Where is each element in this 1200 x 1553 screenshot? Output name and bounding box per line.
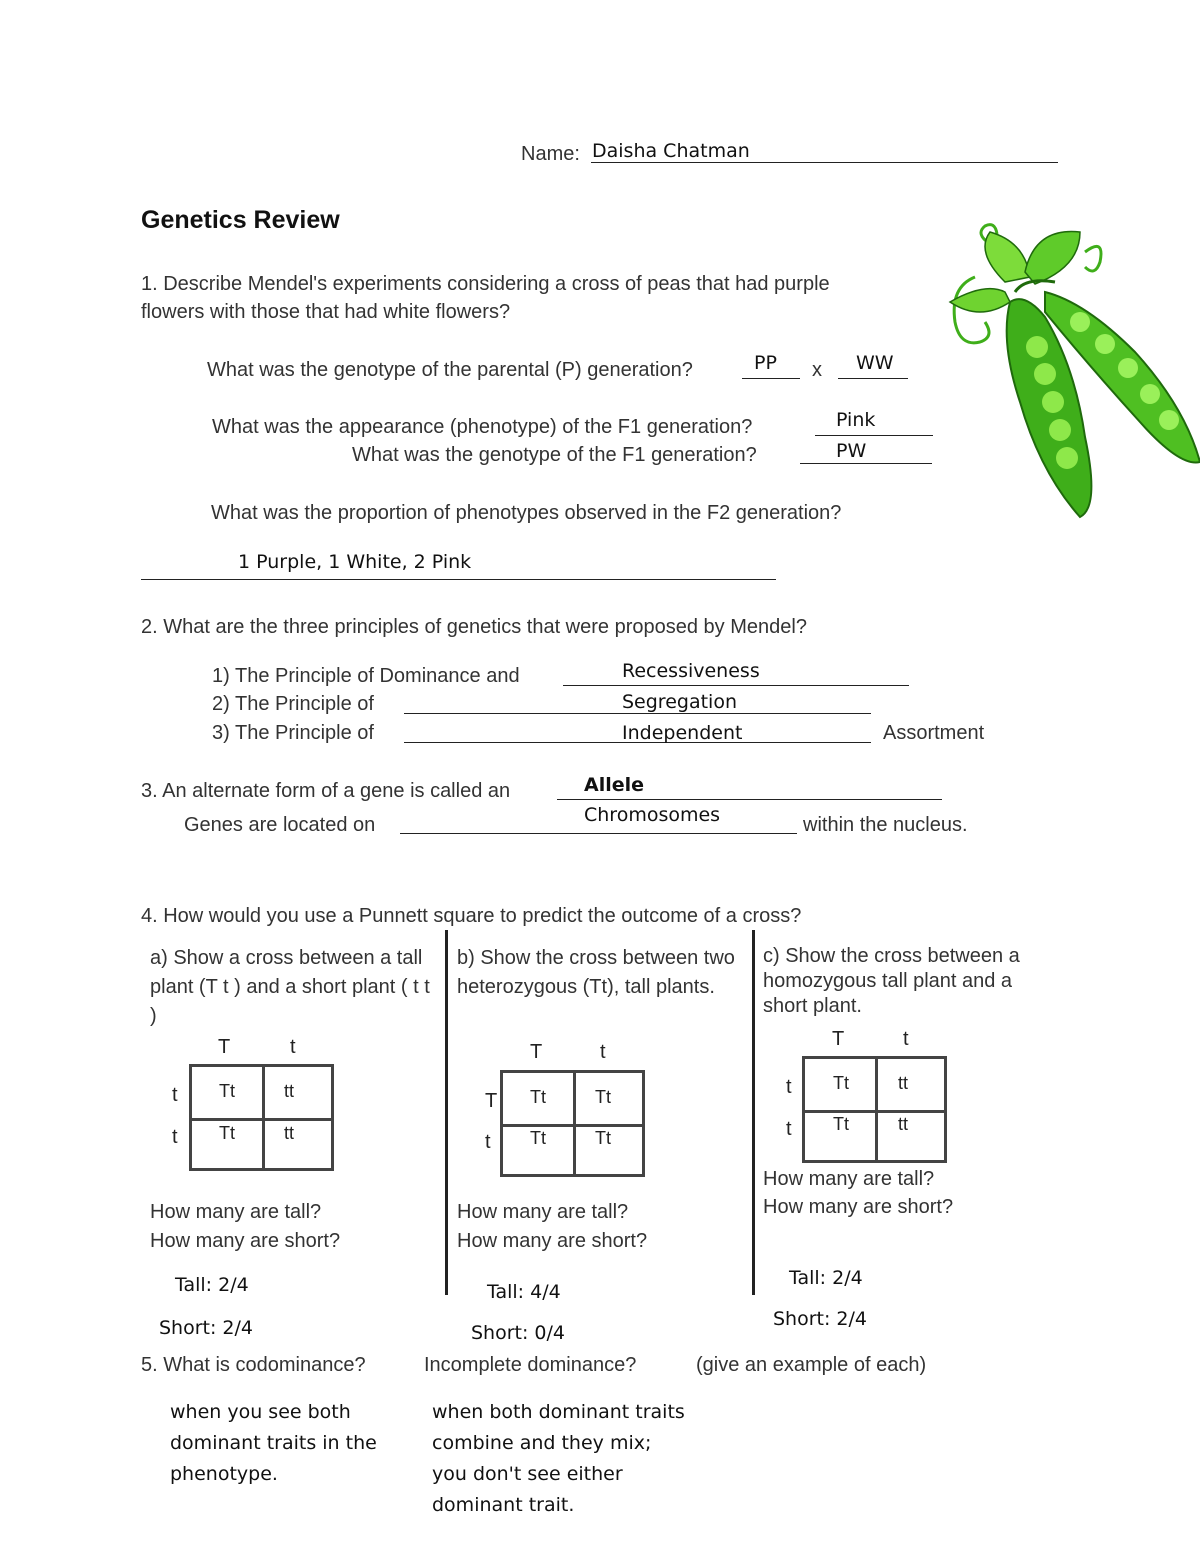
q1-f2-question: What was the proportion of phenotypes observed in the F2 generation?	[211, 502, 842, 524]
answer-line	[404, 713, 871, 714]
q4c-tall-answer: Tall: 2/4	[789, 1267, 863, 1289]
name-label: Name:	[521, 143, 580, 165]
q5-codominance-question: 5. What is codominance?	[141, 1354, 366, 1376]
q4a-prompt: a) Show a cross between a tall plant (T t ) and a short plant ( t t )	[150, 947, 430, 1027]
name-line	[591, 162, 1058, 163]
q3-answer2: Chromosomes	[584, 804, 721, 826]
q2-principle1-label: 1) The Principle of Dominance and	[212, 665, 520, 687]
q4a-cell: Tt	[219, 1123, 235, 1143]
q1-f2-answer: 1 Purple, 1 White, 2 Pink	[238, 551, 472, 573]
q3-answer1: Allele	[584, 774, 645, 796]
q3-text2: Genes are located on	[184, 814, 376, 836]
q4b-punnett-square	[500, 1070, 645, 1177]
answer-line	[742, 378, 800, 379]
answer-line	[563, 685, 909, 686]
q4b-cell: Tt	[530, 1087, 546, 1107]
q4b-short-answer: Short: 0/4	[471, 1322, 566, 1344]
q4c-prompt: c) Show the cross between a homozygous tall plant and a short plant.	[763, 945, 1020, 1017]
answer-line	[815, 435, 933, 436]
q1-f1-genotype-question: What was the genotype of the F1 generation?	[352, 444, 757, 466]
column-divider	[445, 930, 448, 1295]
q4c-col-header: t	[903, 1028, 909, 1050]
q5-example-note: (give an example of each)	[696, 1354, 927, 1376]
q4a-col-header: T	[218, 1036, 231, 1058]
answer-line	[141, 579, 776, 580]
column-divider	[752, 930, 755, 1295]
q2-principle1-answer: Recessiveness	[622, 660, 760, 682]
q4b-cell: Tt	[595, 1128, 611, 1148]
q4b-row-header: T	[485, 1090, 498, 1112]
q1-genotype-p-answer2: WW	[856, 352, 894, 374]
q4b-row-header: t	[485, 1131, 491, 1153]
times-sign: x	[812, 359, 822, 381]
q4c-cell: Tt	[833, 1073, 849, 1093]
q5-incomplete-question: Incomplete dominance?	[424, 1354, 637, 1376]
q4c-punnett-square	[802, 1056, 947, 1163]
q4a-punnett-square	[189, 1064, 334, 1171]
q4b-prompt: b) Show the cross between two heterozygous (Tt), tall plants.	[457, 947, 735, 998]
q4c-q-tall: How many are tall?	[763, 1168, 935, 1190]
q4b-q-short: How many are short?	[457, 1230, 648, 1252]
pea-pod-illustration	[945, 222, 1200, 522]
q4-text: 4. How would you use a Punnett square to predict the outcome of a cross?	[141, 905, 802, 927]
q1-text-line2: flowers with those that had white flowers?	[141, 301, 511, 323]
q4a-cell: Tt	[219, 1081, 235, 1101]
q4c-q-short: How many are short?	[763, 1196, 954, 1218]
q4c-cell: tt	[898, 1114, 909, 1134]
q3-text: 3. An alternate form of a gene is called an	[141, 780, 511, 802]
q1-genotype-p-answer1: PP	[754, 352, 777, 374]
q2-principle3-label: 3) The Principle of	[212, 722, 374, 744]
answer-line	[400, 833, 797, 834]
page-title: Genetics Review	[141, 206, 340, 234]
q4c-cell: tt	[898, 1073, 909, 1093]
q1-f1-phenotype-question: What was the appearance (phenotype) of the F1 generation?	[212, 416, 753, 438]
q4a-short-answer: Short: 2/4	[159, 1317, 254, 1339]
q4c-cell: Tt	[833, 1114, 849, 1134]
q2-principle3-answer: Independent	[622, 722, 743, 744]
q4c-row-header: t	[786, 1076, 792, 1098]
q2-principle3-suffix: Assortment	[883, 722, 985, 744]
q4b-cell: Tt	[530, 1128, 546, 1148]
q2-text: 2. What are the three principles of genetics that were proposed by Mendel?	[141, 616, 807, 638]
q4c-col-header: T	[832, 1028, 845, 1050]
q4b-q-tall: How many are tall?	[457, 1201, 629, 1223]
q1-text-line1: 1. Describe Mendel's experiments considering a cross of peas that had purple	[141, 273, 830, 295]
q4a-cell: tt	[284, 1123, 295, 1143]
q4a-tall-answer: Tall: 2/4	[175, 1274, 249, 1296]
q1-f1-genotype-answer: PW	[836, 440, 867, 462]
name-value: Daisha Chatman	[592, 140, 750, 162]
q1-genotype-p-question: What was the genotype of the parental (P) generation?	[207, 359, 693, 381]
q4a-q-short: How many are short?	[150, 1230, 341, 1252]
q4b-col-header: T	[530, 1041, 543, 1063]
q5-codominance-answer: when you see both dominant traits in the phenotype.	[170, 1401, 377, 1485]
q2-principle2-label: 2) The Principle of	[212, 693, 374, 715]
q4a-cell: tt	[284, 1081, 295, 1101]
q3-suffix2: within the nucleus.	[803, 814, 968, 836]
q4a-row-header: t	[172, 1084, 178, 1106]
q4a-row-header: t	[172, 1126, 178, 1148]
answer-line	[838, 378, 908, 379]
q5-incomplete-answer: when both dominant traits combine and they mix; you don't see either dominant trait.	[432, 1401, 685, 1516]
answer-line	[557, 799, 942, 800]
q4b-col-header: t	[600, 1041, 606, 1063]
q4a-q-tall: How many are tall?	[150, 1201, 322, 1223]
q4a-col-header: t	[290, 1036, 296, 1058]
q1-f1-phenotype-answer: Pink	[836, 409, 876, 431]
q4c-row-header: t	[786, 1118, 792, 1140]
answer-line	[800, 463, 932, 464]
q4c-short-answer: Short: 2/4	[773, 1308, 868, 1330]
q4b-cell: Tt	[595, 1087, 611, 1107]
q4b-tall-answer: Tall: 4/4	[487, 1281, 561, 1303]
q2-principle2-answer: Segregation	[622, 691, 737, 713]
